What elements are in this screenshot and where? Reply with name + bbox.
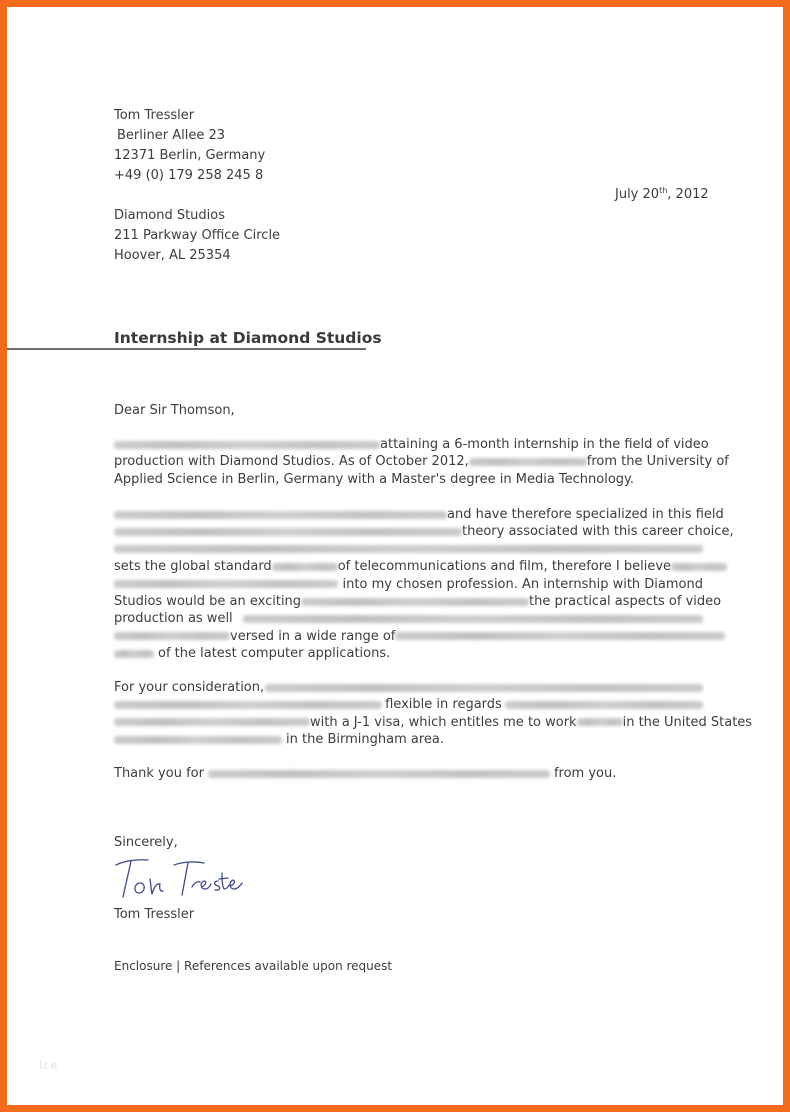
faint-watermark: Ice [39, 1059, 59, 1072]
handwritten-signature [114, 857, 244, 905]
redacted-text [114, 580, 338, 588]
redacted-text [114, 650, 154, 658]
redacted-text [114, 701, 382, 709]
paragraph-line: Thank you for from you. [114, 766, 617, 781]
closing: Sincerely, [114, 835, 178, 850]
redacted-text [114, 441, 380, 449]
redacted-text [395, 632, 725, 640]
paragraph-line: Studios would be an exciting the practical aspects of video [114, 593, 722, 609]
paragraph-line: theory associated with this career choice, [114, 523, 703, 540]
paragraph-line: of the latest computer applications. [114, 645, 703, 662]
redacted-text [469, 458, 587, 466]
paragraph-3 [114, 679, 753, 749]
letter-page [7, 7, 783, 1105]
paragraph-line: sets the global standard of telecommunications and film, therefore I believe [114, 558, 703, 575]
letter-date: July 20th, 2012 [615, 186, 709, 202]
paragraph-line: versed in a wide range of [114, 628, 703, 645]
paragraph-line: production as well [114, 610, 703, 627]
redacted-text [671, 563, 727, 571]
sender-name: Tom Tressler [114, 108, 195, 123]
paragraph-line: into my chosen profession. An internship with Diamond [114, 576, 703, 593]
redacted-text [301, 598, 529, 606]
paragraph-line: For your consideration, [114, 679, 703, 696]
redacted-text [243, 615, 703, 623]
enclosure-note: Enclosure | References available upon request [114, 959, 393, 973]
recipient-street: 211 Parkway Office Circle [114, 228, 281, 243]
redacted-text [114, 545, 703, 553]
sender-street: Berliner Allee 23 [117, 128, 225, 143]
recipient-company: Diamond Studios [114, 208, 226, 223]
paragraph-line [114, 541, 703, 558]
redacted-text [208, 770, 550, 778]
sender-address [114, 106, 265, 186]
redacted-text [114, 718, 310, 726]
paragraph-line: production with Diamond Studios. As of October 2012, from the University of [114, 454, 729, 470]
salutation: Dear Sir Thomson, [114, 403, 235, 418]
subject-underline [7, 348, 366, 350]
redacted-text [505, 701, 703, 709]
paragraph-line: flexible in regards [114, 696, 703, 713]
redacted-text [114, 736, 282, 744]
redacted-text [577, 718, 623, 726]
recipient-city: Hoover, AL 25354 [114, 248, 231, 263]
paragraph-line: Applied Science in Berlin, Germany with a Master's degree in Media Technology. [114, 471, 635, 487]
redacted-text [265, 684, 703, 692]
subject-heading: Internship at Diamond Studios [114, 329, 382, 347]
redacted-text [272, 563, 338, 571]
paragraph-4 [114, 765, 703, 782]
redacted-text [114, 528, 462, 536]
redacted-text [114, 511, 447, 519]
paragraph-line: and have therefore specialized in this field [114, 506, 703, 523]
paragraph-line: with a J-1 visa, which entitles me to work in the United States [114, 714, 703, 731]
sender-phone: +49 (0) 179 258 245 8 [114, 168, 264, 183]
paragraph-line: in the Birmingham area. [114, 731, 703, 748]
signer-name: Tom Tressler [114, 907, 195, 922]
recipient-address [114, 206, 280, 266]
redacted-text [114, 632, 230, 640]
paragraph-1 [114, 436, 729, 488]
paragraph-2 [114, 506, 734, 663]
paragraph-line: attaining a 6-month internship in the field of video [114, 436, 703, 453]
sender-city: 12371 Berlin, Germany [114, 148, 266, 163]
